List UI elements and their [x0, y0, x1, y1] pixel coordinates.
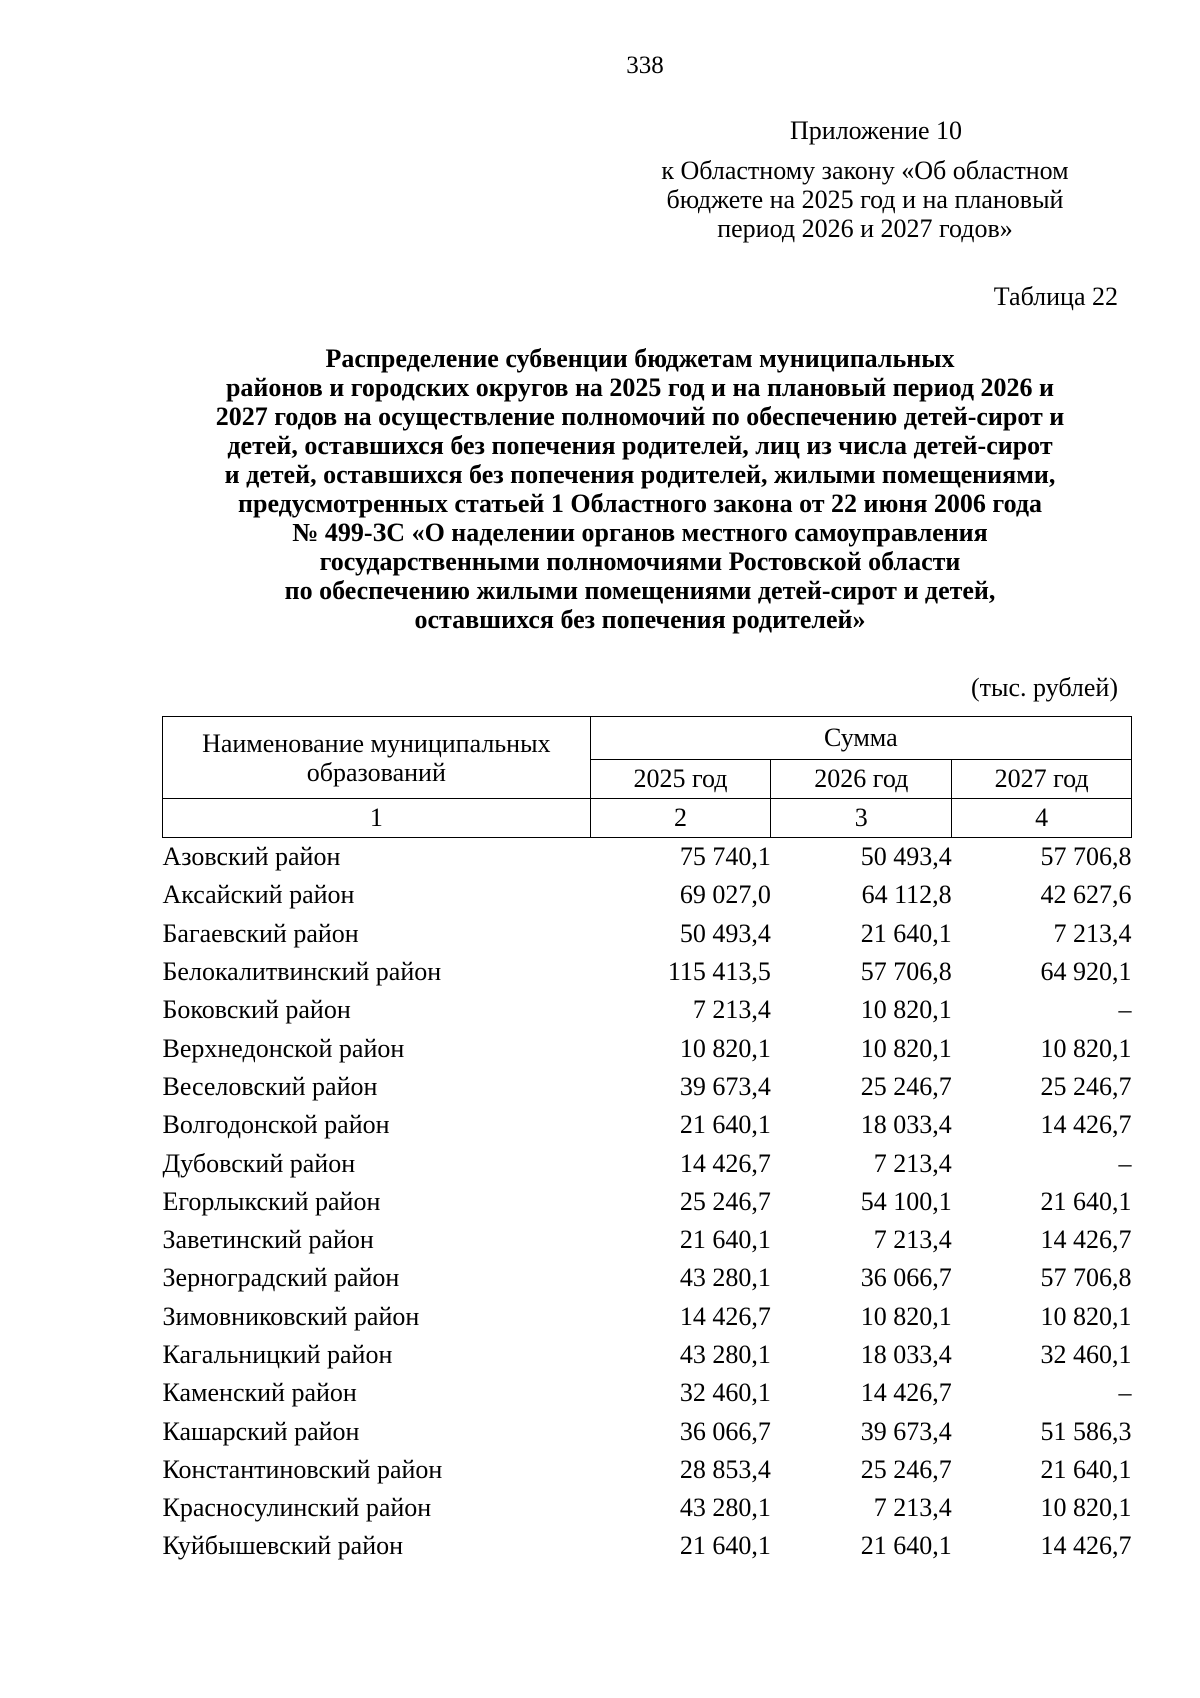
municipality-name: Константиновский район [162, 1454, 443, 1484]
appendix-reference-line: бюджете на 2025 год и на плановый [666, 185, 1064, 214]
appendix-reference [620, 156, 1110, 243]
amount-2026: 14 426,7 [860, 1378, 952, 1408]
amount-2026: 54 100,1 [860, 1186, 952, 1216]
municipality-name: Азовский район [162, 842, 341, 872]
amount-2027: 57 706,8 [1040, 842, 1132, 872]
municipality-name: Багаевский район [162, 918, 359, 948]
column-number: 3 [771, 799, 952, 838]
amount-2027: 51 586,3 [1040, 1416, 1132, 1446]
amount-2025: 21 640,1 [679, 1225, 771, 1255]
column-number: 4 [952, 799, 1132, 838]
table-row [163, 1412, 1132, 1450]
amount-2025: 32 460,1 [679, 1378, 771, 1408]
title-line: предусмотренных статьей 1 Областного закона от 22 июня 2006 года [238, 489, 1042, 518]
title-line: оставшихся без попечения родителей» [414, 605, 866, 634]
page-number: 338 [626, 52, 664, 79]
sum-header: Сумма [590, 717, 1131, 760]
table-row [163, 876, 1132, 914]
title-line: по обеспечению жилыми помещениями детей-сирот и детей, [284, 576, 996, 605]
column-number: 1 [163, 799, 591, 838]
amount-2026: 25 246,7 [860, 1071, 952, 1101]
table-row [163, 1144, 1132, 1182]
title-line: № 499-ЗС «О наделении органов местного самоуправления [292, 518, 988, 547]
amount-2026: 18 033,4 [860, 1340, 952, 1369]
appendix-reference-line: период 2026 и 2027 годов» [717, 214, 1013, 243]
appendix-label: Приложение 10 [790, 116, 963, 145]
table-row [163, 1527, 1132, 1565]
subvention-table [162, 716, 1132, 1566]
municipality-name: Красносулинский район [162, 1493, 432, 1523]
municipality-name: Кашарский район [162, 1416, 360, 1446]
amount-2027: – [1118, 995, 1132, 1025]
title-line: 2027 годов на осуществление полномочий по обеспечению детей-сирот и [215, 402, 1065, 431]
amount-2027: – [1118, 1148, 1132, 1178]
table-row [163, 1298, 1132, 1336]
amount-2027: 14 426,7 [1040, 1110, 1132, 1140]
amount-2026: 10 820,1 [860, 1301, 952, 1331]
table-row [163, 915, 1132, 953]
column-number: 2 [590, 799, 771, 838]
header-line: Наименование муниципальных [202, 728, 551, 758]
amount-2026: 57 706,8 [860, 957, 952, 987]
municipality-name: Заветинский район [162, 1225, 374, 1255]
amount-2025: 21 640,1 [679, 1110, 771, 1140]
amount-2027: 64 920,1 [1040, 957, 1132, 987]
amount-2026: 7 213,4 [873, 1493, 952, 1523]
table-row [163, 838, 1132, 877]
amount-2026: 39 673,4 [860, 1416, 952, 1446]
municipality-name: Белокалитвинский район [162, 957, 442, 987]
amount-2025: 10 820,1 [679, 1033, 771, 1063]
amount-2026: 21 640,1 [860, 918, 952, 948]
amount-2026: 25 246,7 [860, 1454, 952, 1484]
amount-2027: – [1118, 1378, 1132, 1408]
amount-2027: 57 706,8 [1040, 1263, 1132, 1293]
municipality-name: Верхнедонской район [162, 1033, 405, 1063]
table-row [163, 1183, 1132, 1221]
municipality-name: Зерноградский район [162, 1263, 400, 1293]
year-header-2026: 2026 год [771, 760, 952, 799]
amount-2026: 18 033,4 [860, 1110, 952, 1140]
title-line: государственными полномочиями Ростовской области [319, 547, 961, 576]
amount-2027: 21 640,1 [1040, 1454, 1132, 1484]
municipality-name: Боковский район [162, 995, 351, 1025]
year-header-2027: 2027 год [952, 760, 1132, 799]
amount-2027: 14 426,7 [1040, 1531, 1132, 1561]
municipality-column-header [163, 717, 591, 799]
amount-2025: 28 853,4 [679, 1454, 771, 1484]
amount-2027: 21 640,1 [1040, 1186, 1132, 1216]
amount-2026: 7 213,4 [873, 1225, 952, 1255]
municipality-name: Веселовский район [162, 1071, 378, 1101]
municipality-name: Кагальницкий район [162, 1340, 393, 1369]
amount-2025: 7 213,4 [692, 995, 771, 1025]
amount-2025: 50 493,4 [679, 918, 771, 948]
municipality-name: Аксайский район [162, 880, 355, 910]
document-title [140, 344, 1140, 634]
title-line: детей, оставшихся без попечения родителей, лиц из числа детей-сирот [227, 431, 1053, 460]
amount-2026: 64 112,8 [861, 880, 952, 910]
amount-2026: 21 640,1 [860, 1531, 952, 1561]
table-row [163, 1259, 1132, 1297]
amount-2025: 43 280,1 [679, 1493, 771, 1523]
appendix-reference-line: к Областному закону «Об областном [661, 156, 1069, 185]
amount-2027: 10 820,1 [1040, 1301, 1132, 1331]
amount-2026: 36 066,7 [860, 1263, 952, 1293]
municipality-name: Дубовский район [162, 1148, 356, 1178]
table-row [163, 953, 1132, 991]
amount-2026: 10 820,1 [860, 995, 952, 1025]
municipality-name: Егорлыкский район [162, 1186, 381, 1216]
amount-2026: 10 820,1 [860, 1033, 952, 1063]
municipality-name: Каменский район [162, 1378, 357, 1408]
header-line: образований [306, 757, 446, 787]
table-row [163, 1451, 1132, 1489]
amount-2025: 25 246,7 [679, 1186, 771, 1216]
municipality-name: Волгодонской район [162, 1110, 390, 1140]
amount-2027: 10 820,1 [1040, 1033, 1132, 1063]
table-number: Таблица 22 [993, 282, 1118, 311]
amount-2025: 21 640,1 [679, 1531, 771, 1561]
units-label: (тыс. рублей) [970, 673, 1118, 702]
amount-2025: 14 426,7 [679, 1301, 771, 1331]
amount-2027: 25 246,7 [1040, 1071, 1132, 1101]
amount-2027: 10 820,1 [1040, 1493, 1132, 1523]
amount-2027: 42 627,6 [1040, 880, 1132, 910]
amount-2025: 115 413,5 [667, 957, 771, 987]
table-row [163, 1106, 1132, 1144]
amount-2025: 69 027,0 [679, 880, 771, 910]
year-header-2025: 2025 год [590, 760, 771, 799]
table-row [163, 1221, 1132, 1259]
title-line: районов и городских округов на 2025 год и на плановый период 2026 и [225, 373, 1055, 402]
table-row [163, 1068, 1132, 1106]
amount-2027: 32 460,1 [1040, 1340, 1132, 1369]
table-row [163, 1374, 1132, 1412]
table-row [163, 991, 1132, 1029]
table-row [163, 1029, 1132, 1067]
amount-2026: 7 213,4 [873, 1148, 952, 1178]
amount-2026: 50 493,4 [860, 842, 952, 872]
amount-2025: 43 280,1 [679, 1263, 771, 1293]
amount-2025: 14 426,7 [679, 1148, 771, 1178]
amount-2025: 36 066,7 [679, 1416, 771, 1446]
amount-2027: 14 426,7 [1040, 1225, 1132, 1255]
title-line: и детей, оставшихся без попечения родителей, жилыми помещениями, [224, 460, 1056, 489]
amount-2025: 43 280,1 [679, 1340, 771, 1369]
amount-2025: 39 673,4 [679, 1071, 771, 1101]
table-row [163, 1489, 1132, 1527]
title-line: Распределение субвенции бюджетам муниципальных [325, 344, 955, 373]
municipality-name: Куйбышевский район [162, 1531, 404, 1561]
amount-2027: 7 213,4 [1053, 918, 1132, 948]
amount-2025: 75 740,1 [679, 842, 771, 872]
table-row [163, 1336, 1132, 1374]
municipality-name: Зимовниковский район [162, 1301, 420, 1331]
